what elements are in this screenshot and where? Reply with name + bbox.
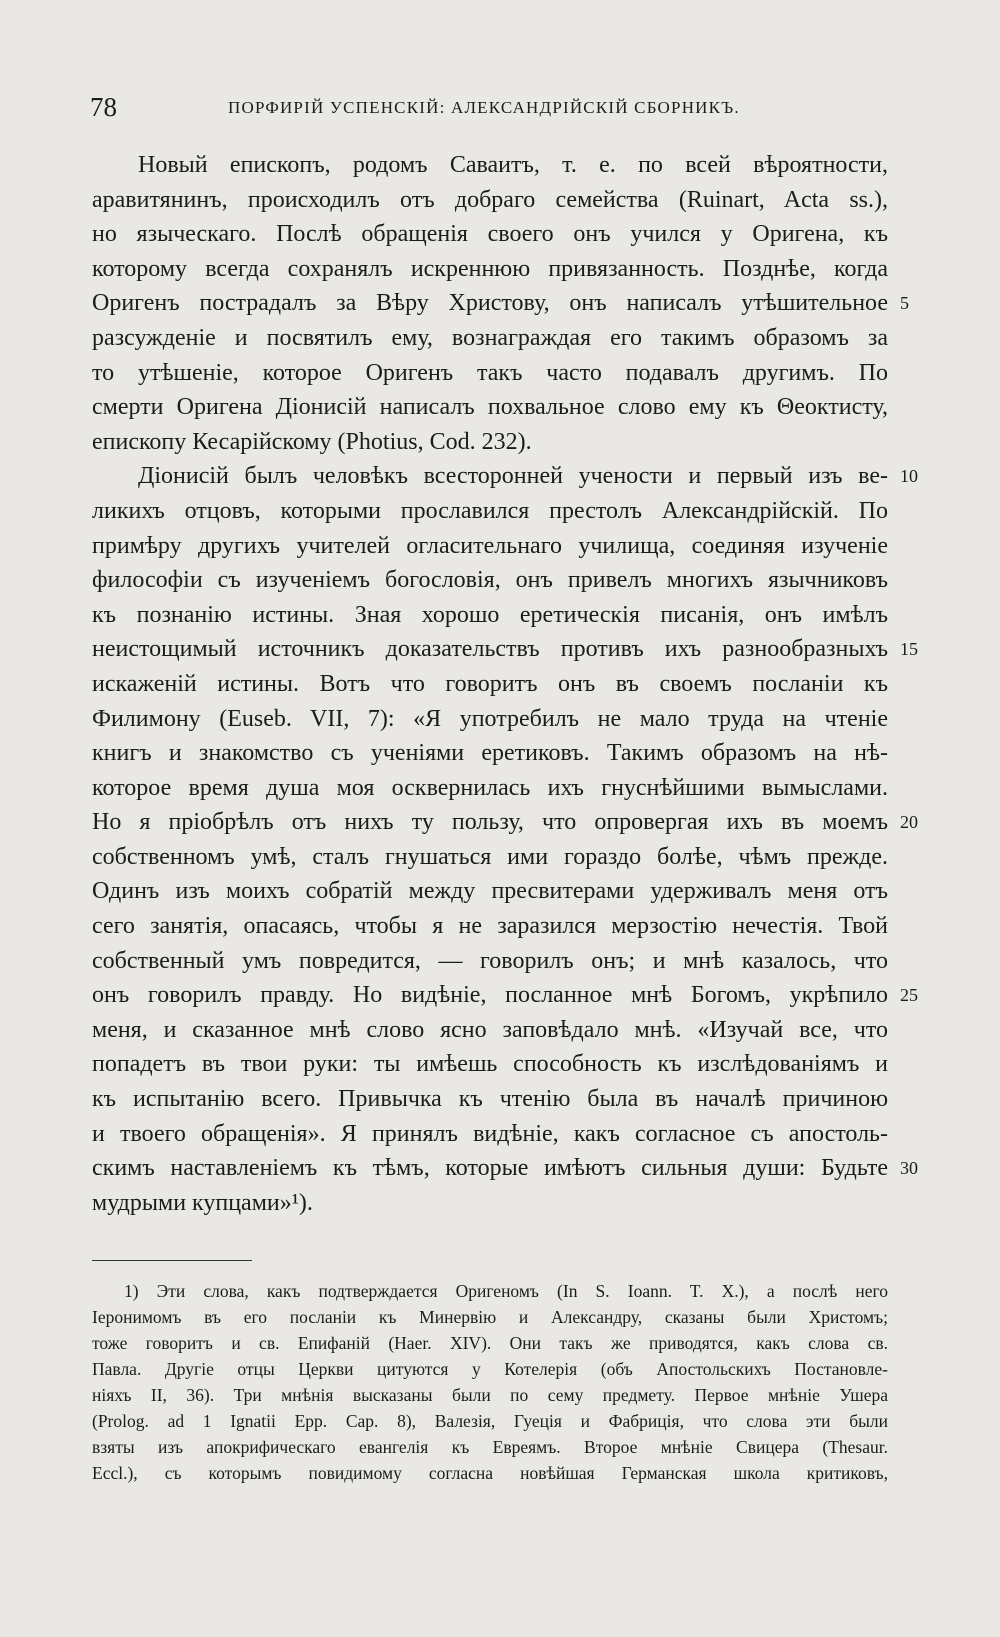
text-line: но языческаго. Послѣ обращенія своего онъ учился у Оригена, къ [92,221,888,248]
text-line: аравитянинъ, происходилъ отъ добраго семейства (Ruinart, Acta ss.), [92,186,888,213]
text-line: онъ говорилъ правду. Но видѣніе, посланное мнѣ Богомъ, укрѣпило [92,982,888,1009]
footnote-line: Eccl.), съ которымъ повидимому согласна новѣйшая Германская школа критиковъ, [92,1463,888,1483]
text-line: Новый епископъ, родомъ Саваитъ, т. е. по всей вѣроятности, [138,152,888,178]
text-line: сего занятія, опасаясь, чтобы я не заразился мерзостію нечестія. Твой [92,913,888,940]
text-line: къ испытанію всего. Привычка къ чтенію была въ началѣ причиною [92,1086,888,1113]
footnote-line: тоже говоритъ и св. Епифаній (Haer. XIV). Они такъ же приводятся, какъ слова св. [92,1333,888,1353]
text-line: епископу Кесарійскому (Photius, Cod. 232). [92,428,532,455]
text-line: скимъ наставленіемъ къ тѣмъ, которые имѣютъ сильныя души: Будьте [92,1155,888,1182]
text-line: мудрыми купцами»¹). [92,1189,313,1216]
text-line: Но я пріобрѣлъ отъ нихъ ту пользу, что опровергая ихъ въ моемъ [92,809,888,836]
page-header [0,92,1000,126]
page-number: 78 [90,92,117,122]
footnote-line: взяты изъ апокрифическаго евангелія къ Евреямъ. Второе мнѣніе Свицера (Thesaur. [92,1437,888,1457]
footnote-line: 1) Эти слова, какъ подтверждается Оригеномъ (In S. Ioann. T. X.), а послѣ него [124,1281,888,1301]
footnote-line: (Prolog. ad 1 Ignatii Epp. Cap. 8), Валезія, Гуеція и Фабриція, что слова эти были [92,1411,888,1431]
text-line: Оригенъ пострадалъ за Вѣру Христову, онъ написалъ утѣшительное [92,290,888,317]
text-line: Одинъ изъ моихъ собратій между пресвитерами удерживалъ меня отъ [92,878,888,905]
running-title: ПОРФИРІЙ УСПЕНСКІЙ: АЛЕКСАНДРІЙСКІЙ СБОРНИКЪ. [228,98,740,117]
text-line: искаженій истины. Вотъ что говоритъ онъ въ своемъ посланіи къ [92,670,888,697]
text-line: то утѣшеніе, которое Оригенъ такъ часто подавалъ другимъ. По [92,359,888,386]
text-line: къ познанію истины. Зная хорошо еретическія писанія, онъ имѣлъ [92,601,888,628]
line-number: 10 [900,466,918,487]
text-line: Филимону (Euseb. VII, 7): «Я употребилъ не мало труда на чтеніе [92,705,888,732]
text-line: собственномъ умѣ, сталъ гнушаться ими гораздо болѣе, чѣмъ прежде. [92,843,888,870]
line-number: 5 [900,293,909,314]
text-line: и твоего обращенія». Я принялъ видѣніе, какъ согласное съ апостоль- [92,1120,888,1147]
text-line: неистощимый источникъ доказательствъ противъ ихъ разнообразныхъ [92,636,888,663]
text-line: философіи съ изученіемъ богословія, онъ привелъ многихъ язычниковъ [92,567,888,594]
main-text [92,148,888,1220]
text-line: собственный умъ повредится, — говорилъ онъ; и мнѣ казалось, что [92,947,888,974]
text-line: разсужденіе и посвятилъ ему, вознаграждая его такимъ образомъ за [92,324,888,351]
text-line: ликихъ отцовъ, которыми прославился престолъ Александрійскій. По [92,497,888,524]
line-number: 20 [900,812,918,833]
text-line: книгъ и знакомство съ ученіями еретиковъ. Такимъ образомъ на нѣ- [92,740,888,767]
footnote-line: Павла. Другіе отцы Церкви цитуются у Котелерія (объ Апостольскихъ Постановле- [92,1359,888,1379]
line-number: 15 [900,639,918,660]
footnote-line: ніяхъ II, 36). Три мнѣнія высказаны были по сему предмету. Первое мнѣніе Ушера [92,1385,888,1405]
line-number: 30 [900,1158,918,1179]
footnote [92,1278,888,1486]
text-line: Діонисій былъ человѣкъ всесторонней учености и первый изъ ве- [138,463,888,490]
text-line: меня, и сказанное мнѣ слово ясно заповѣдало мнѣ. «Изучай все, что [92,1016,888,1043]
text-line: которому всегда сохранялъ искреннюю привязанность. Позднѣе, когда [92,255,888,282]
text-line: смерти Оригена Діонисій написалъ похвальное слово ему къ Θеоктисту, [92,394,888,421]
footnote-line: Іеронимомъ въ его посланіи къ Минервію и Александру, сказаны были Христомъ; [92,1307,888,1327]
text-line: которое время душа моя осквернилась ихъ гнуснѣйшими вымыслами. [92,774,888,801]
line-number: 25 [900,985,918,1006]
footnote-separator [92,1260,252,1261]
text-line: примѣру другихъ учителей огласительнаго училища, соединяя изученіе [92,532,888,559]
text-line: попадетъ въ твои руки: ты имѣешь способность къ изслѣдованіямъ и [92,1051,888,1078]
